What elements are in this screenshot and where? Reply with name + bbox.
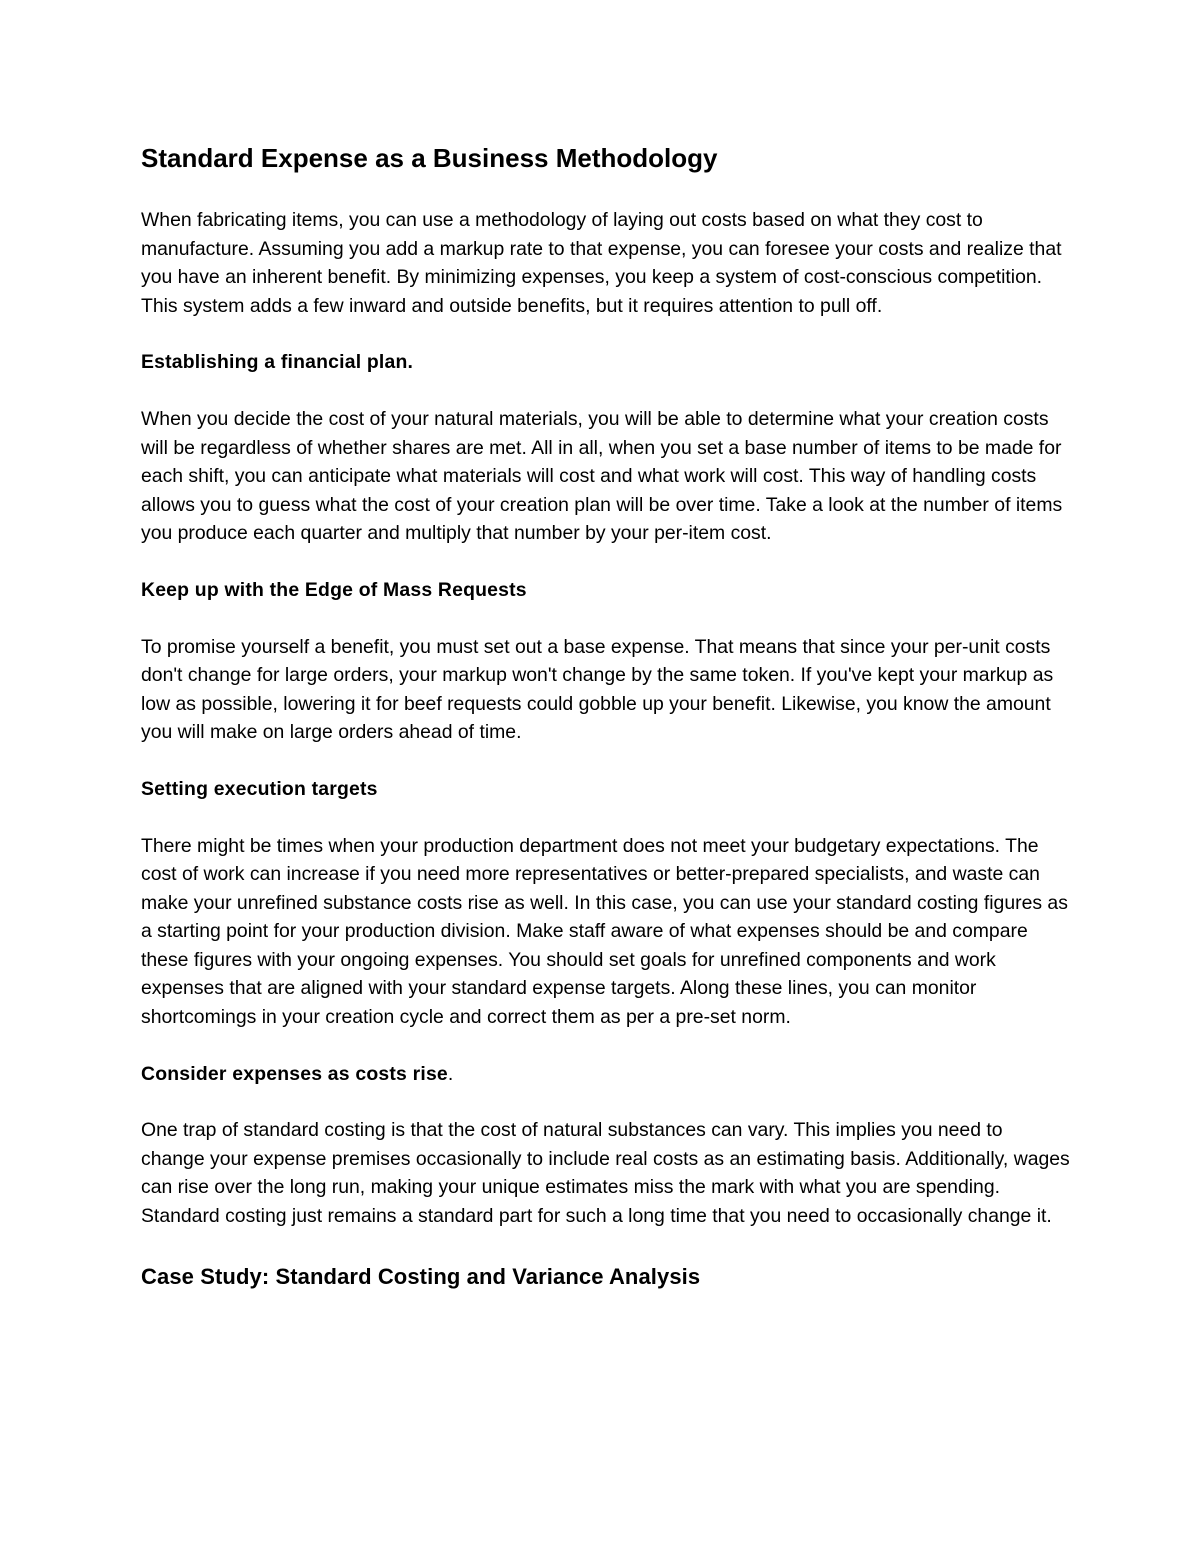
section-mass-requests <box>141 576 1071 747</box>
section-heading-text: Consider expenses as costs rise <box>141 1062 448 1085</box>
section-paragraph: One trap of standard costing is that the cost of natural substances can vary. This implies you need to change your expense premises occasionally to include real costs as an estimating basis. Additionally, wages can rise over the long run, making your unique estimates miss the mark with what you are spending. Standard costing just remains a standard part for such a long time that you need to occasionally change it. <box>141 1119 1070 1228</box>
case-study-title: Case Study: Standard Costing and Variance Analysis <box>141 1263 701 1289</box>
section-heading: Keep up with the Edge of Mass Requests <box>141 578 527 601</box>
section-heading-suffix: . <box>447 1062 454 1085</box>
section-financial-plan <box>141 348 1071 548</box>
section-costs-rise <box>141 1060 1071 1231</box>
section-paragraph: To promise yourself a benefit, you must set out a base expense. That means that since your per-unit costs don't change for large orders, your markup won't change by the same token. If you've kept your markup as low as possible, lowering it for beef requests could gobble up your benefit. Likewise, you know the amount you will make on large orders ahead of time. <box>141 635 1054 744</box>
section-heading <box>141 1060 1071 1089</box>
section-execution-targets <box>141 775 1071 1032</box>
section-heading: Establishing a financial plan. <box>141 351 414 374</box>
document-title: Standard Expense as a Business Methodology <box>141 143 718 173</box>
section-paragraph: When you decide the cost of your natural materials, you will be able to determine what your creation costs will be regardless of whether shares are met. All in all, when you set a base number of items to be made for each shift, you can anticipate what materials will cost and what work will cost. This way of handling costs allows you to guess what the cost of your creation plan will be over time. Take a look at the number of items you produce each quarter and multiply that number by your per-item cost. <box>141 407 1063 545</box>
section-heading: Setting execution targets <box>141 777 378 800</box>
intro-paragraph: When fabricating items, you can use a methodology of laying out costs based on what they cost to manufacture. Assuming you add a markup rate to that expense, you can foresee your costs and realize that you have an inherent benefit. By minimizing expenses, you keep a system of cost-conscious competition. This system adds a few inward and outside benefits, but it requires attention to pull off. <box>141 209 1062 317</box>
document-page <box>141 138 1071 1295</box>
section-paragraph: There might be times when your production department does not meet your budgetary expectations. The cost of work can increase if you need more representatives or better-prepared specialists, and waste can make your unrefined substance costs rise as well. In this case, you can use your standard costing figures as a starting point for your production division. Make staff aware of what expenses should be and compare these figures with your ongoing expenses. You should set goals for unrefined components and work expenses that are aligned with your standard expense targets. Along these lines, you can monitor shortcomings in your creation cycle and correct them as per a pre-set norm. <box>141 834 1068 1029</box>
